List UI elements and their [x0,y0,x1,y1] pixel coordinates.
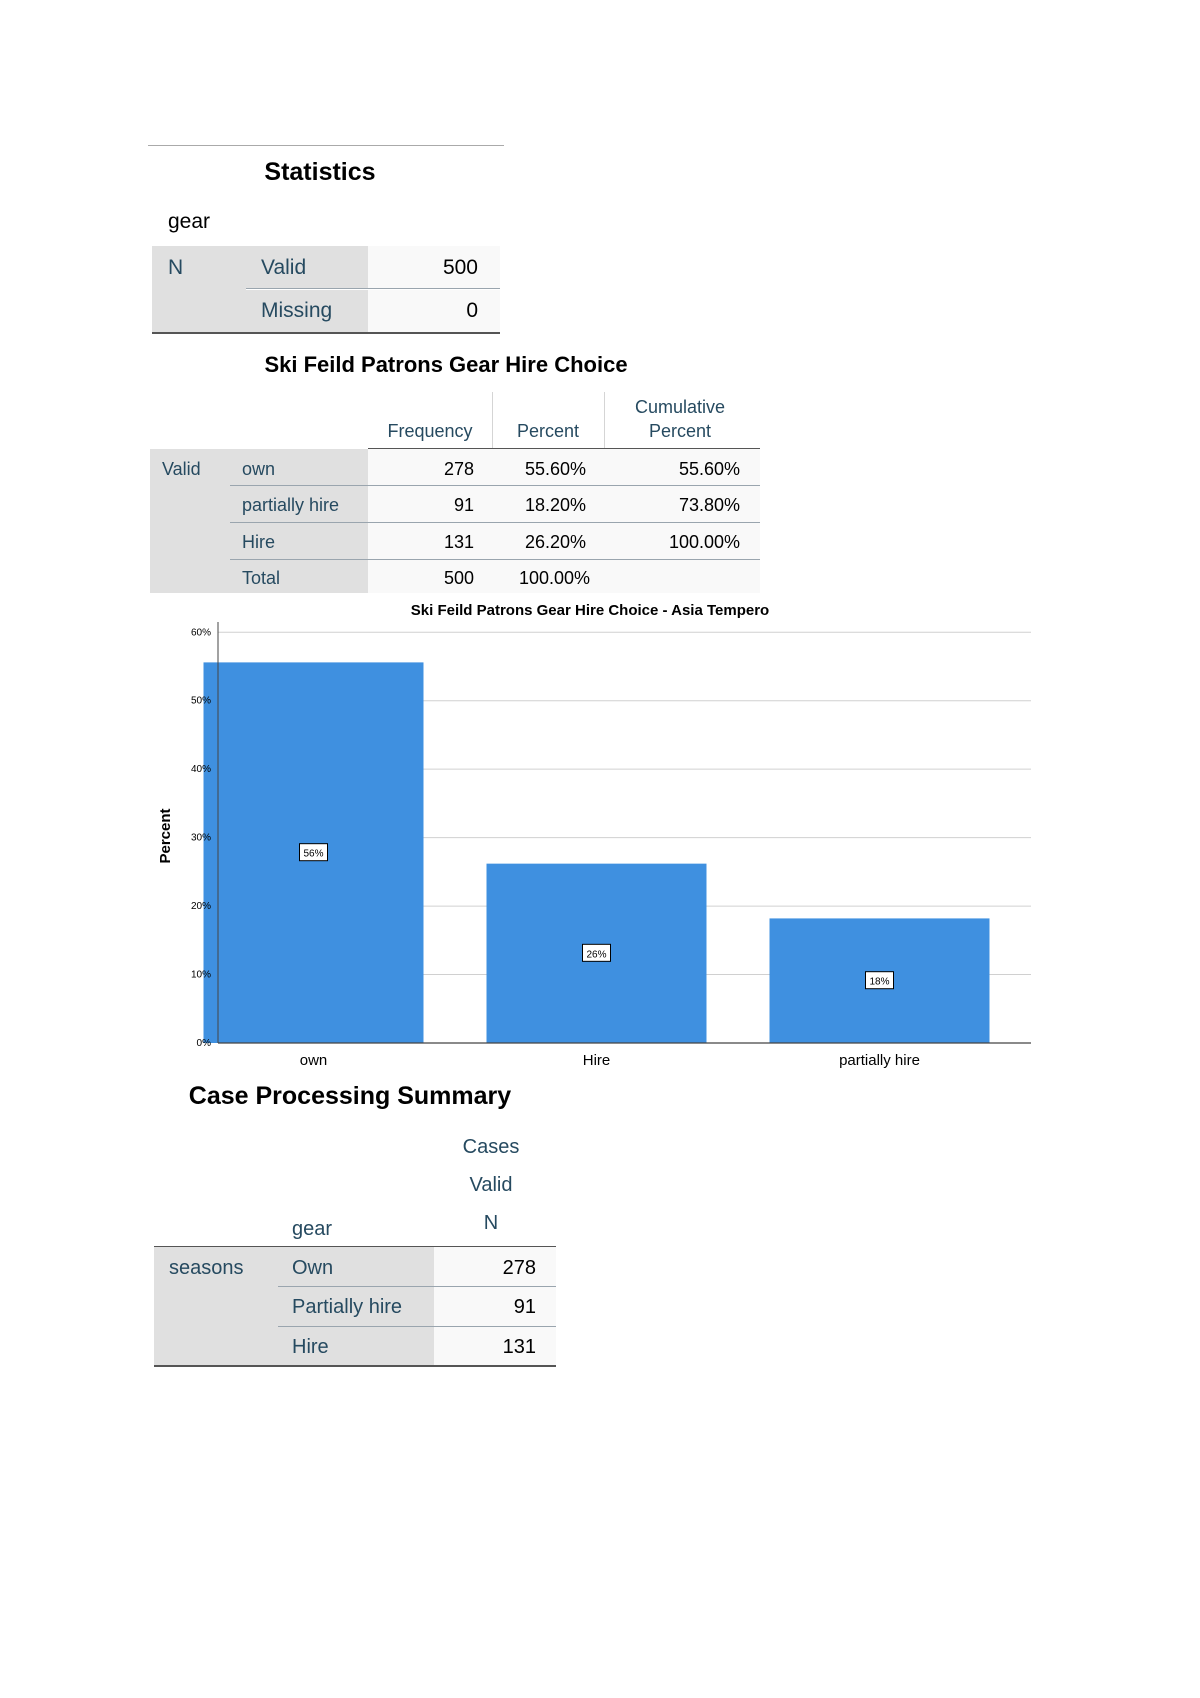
frequency-value: 500 [368,560,492,593]
x-tick-label: own [299,1052,328,1069]
statistics-row-value: 500 [368,246,500,289]
frequency-value: 131 [368,523,492,559]
data-label: 56% [303,848,324,860]
statistics-row-value: 0 [368,290,500,333]
header-cases: Cases [462,1136,520,1158]
header-percent: Percent [516,421,580,441]
x-tick-label: partially hire [839,1052,920,1069]
header-frequency: Frequency [387,421,473,441]
cumulative-value: 55.60% [604,449,760,485]
frequency-title: Ski Feild Patrons Gear Hire Choice [264,352,628,377]
statistics-variable: gear [168,210,211,233]
frequency-row-label: Total [230,560,368,593]
frequency-row-label: Hire [230,523,368,559]
case-row-value: 91 [434,1287,556,1326]
chart-x-ticks [300,1052,920,1069]
case-row-value: 131 [434,1327,556,1365]
percent-value: 26.20% [492,523,604,559]
case-row-group: seasons [154,1247,278,1365]
case-row-label: Hire [278,1327,434,1365]
statistics-title: Statistics [264,158,376,186]
statistics-row-group: N [152,246,246,333]
y-tick-label: 0% [196,1038,211,1049]
statistics-bottom-rule [152,332,500,334]
frequency-row-group: Valid [150,449,230,593]
data-label: 26% [586,949,607,961]
frequency-value: 91 [368,486,492,522]
bar-chart [0,592,1200,1082]
case-row-label: Partially hire [278,1287,434,1326]
y-tick-label: 20% [190,901,211,913]
cumulative-value [604,560,760,593]
y-tick-label: 10% [190,969,211,981]
frequency-row-label: own [230,449,368,485]
data-label: 18% [869,976,890,988]
cumulative-value: 100.00% [604,523,760,559]
cumulative-value: 73.80% [604,486,760,522]
y-tick-label: 50% [190,695,211,707]
percent-value: 18.20% [492,486,604,522]
frequency-value: 278 [368,449,492,485]
header-gear: gear [292,1218,333,1240]
frequency-row-label: partially hire [230,486,368,522]
chart-title: Ski Feild Patrons Gear Hire Choice - Asia Tempero [410,602,770,619]
statistics-row-label: Missing [246,290,368,333]
header-cumulative: Cumulative [634,397,726,417]
case-bottom-rule [154,1365,556,1367]
case-summary-title: Case Processing Summary [188,1082,512,1110]
case-row-value: 278 [434,1247,556,1286]
y-tick-label: 40% [190,764,211,776]
header-cumulative: Percent [648,421,712,441]
header-n: N [483,1212,499,1234]
y-tick-label: 30% [190,832,211,844]
statistics-top-rule [148,145,504,146]
x-tick-label: Hire [582,1052,611,1069]
header-valid: Valid [469,1174,513,1196]
chart-y-axis-label: Percent [157,808,174,864]
case-row-label: Own [278,1247,434,1286]
row-divider [246,288,500,289]
statistics-row-label: Valid [246,246,368,289]
y-tick-label: 60% [190,627,211,639]
percent-value: 55.60% [492,449,604,485]
percent-value: 100.00% [492,560,604,593]
